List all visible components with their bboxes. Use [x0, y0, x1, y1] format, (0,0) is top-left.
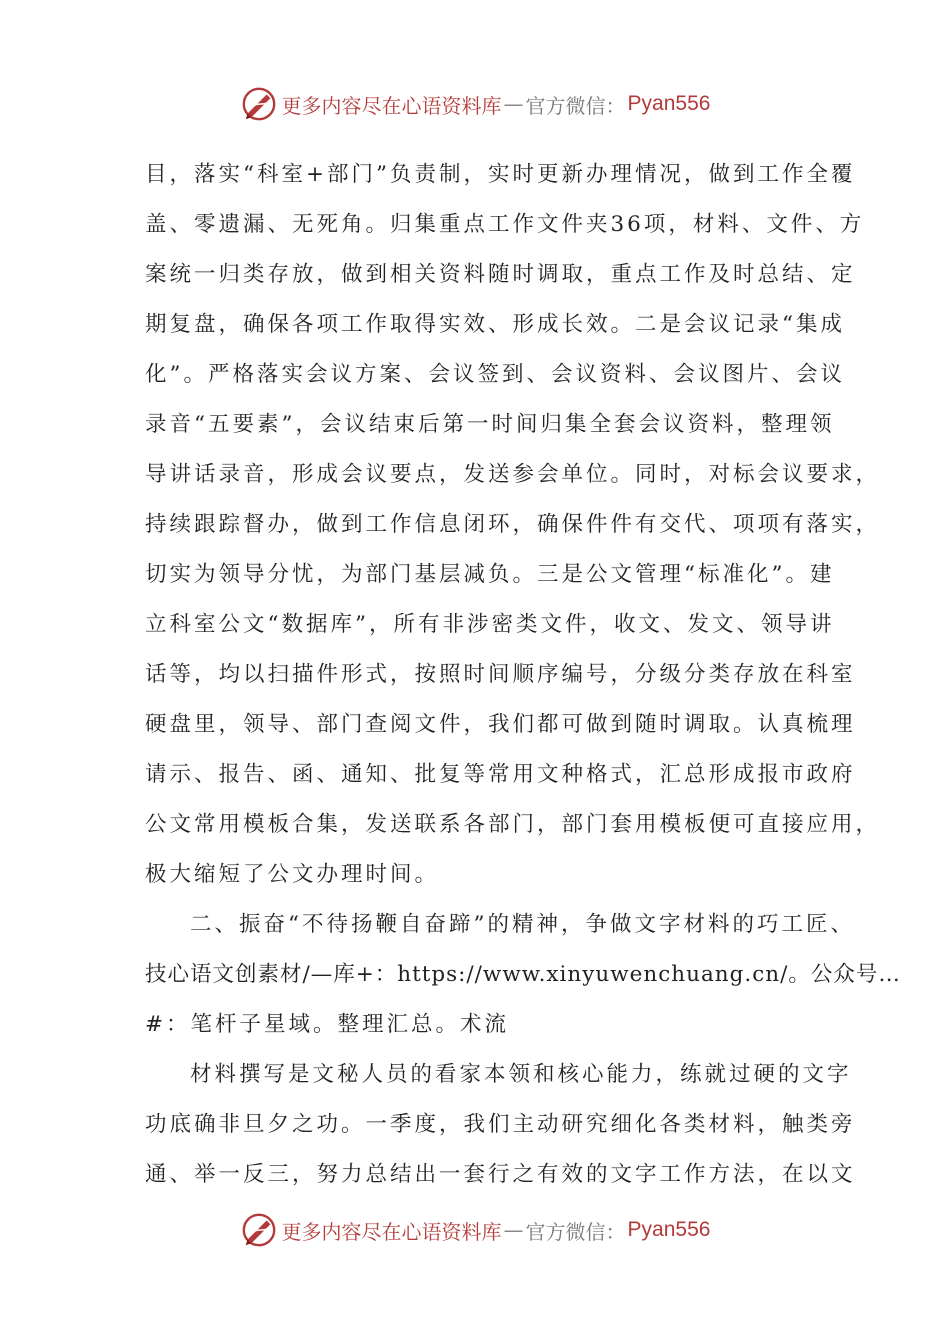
text-line: 切实为领导分忧，为部门基层减负。三是公文管理“标准化”。建 — [145, 562, 835, 587]
banner-dash: — — [503, 1218, 524, 1242]
text-line: 持续跟踪督办，做到工作信息闭环，确保件件有交代、项项有落实， — [145, 512, 881, 537]
text-line: 请示、报告、函、通知、批复等常用文种格式，汇总形成报市政府 — [145, 762, 856, 787]
document-body — [145, 150, 901, 1200]
banner-account: Pyan556 — [627, 1218, 711, 1241]
banner-account: Pyan556 — [627, 92, 711, 115]
text-line: 技心语文创素材/—库+：https://www.xinyuwenchuang.cn/。公众号… — [145, 962, 901, 987]
text-line: 盖、零遗漏、无死角。归集重点工作文件夹36项，材料、文件、方 — [145, 212, 865, 237]
text-line: 目，落实“科室+部门”负责制，实时更新办理情况，做到工作全覆 — [145, 162, 856, 187]
header-banner — [0, 82, 950, 126]
text-line: 录音“五要素”，会议结束后第一时间归集全套会议资料，整理领 — [145, 412, 835, 437]
text-line: 通、举一反三，努力总结出一套行之有效的文字工作方法，在以文 — [145, 1162, 856, 1187]
banner-title: 更多内容尽在心语资料库 — [281, 1219, 502, 1244]
footer-banner — [0, 1208, 950, 1252]
banner-label: 官方微信： — [525, 1219, 626, 1244]
paragraph-start-line: 材料撰写是文秘人员的看家本领和核心能力，练就过硬的文字 — [190, 1062, 852, 1087]
text-line: #：笔杆子星域。整理汇总。术流 — [145, 1012, 510, 1037]
banner-dash: — — [503, 92, 524, 116]
text-line: 案统一归类存放，做到相关资料随时调取，重点工作及时总结、定 — [145, 262, 856, 287]
text-line: 功底确非旦夕之功。一季度，我们主动研究细化各类材料，触类旁 — [145, 1112, 856, 1137]
text-line: 立科室公文“数据库”，所有非涉密类文件，收文、发文、领导讲 — [145, 612, 835, 637]
banner-title: 更多内容尽在心语资料库 — [281, 93, 502, 118]
pen-logo-icon — [240, 85, 278, 123]
text-line: 公文常用模板合集，发送联系各部门，部门套用模板便可直接应用， — [145, 812, 881, 837]
text-line: 导讲话录音，形成会议要点，发送参会单位。同时，对标会议要求， — [145, 462, 881, 487]
text-line: 话等，均以扫描件形式，按照时间顺序编号，分级分类存放在科室 — [145, 662, 856, 687]
text-line: 硬盘里，领导、部门查阅文件，我们都可做到随时调取。认真梳理 — [145, 712, 856, 737]
banner-label: 官方微信： — [525, 93, 626, 118]
text-line: 化”。严格落实会议方案、会议签到、会议资料、会议图片、会议 — [145, 362, 845, 387]
text-line: 极大缩短了公文办理时间。 — [145, 862, 440, 887]
section-heading-line: 二、振奋“不待扬鞭自奋蹄”的精神，争做文字材料的巧工匠、 — [190, 912, 855, 937]
text-line: 期复盘，确保各项工作取得实效、形成长效。二是会议记录“集成 — [145, 312, 845, 337]
pen-logo-icon — [240, 1211, 278, 1249]
